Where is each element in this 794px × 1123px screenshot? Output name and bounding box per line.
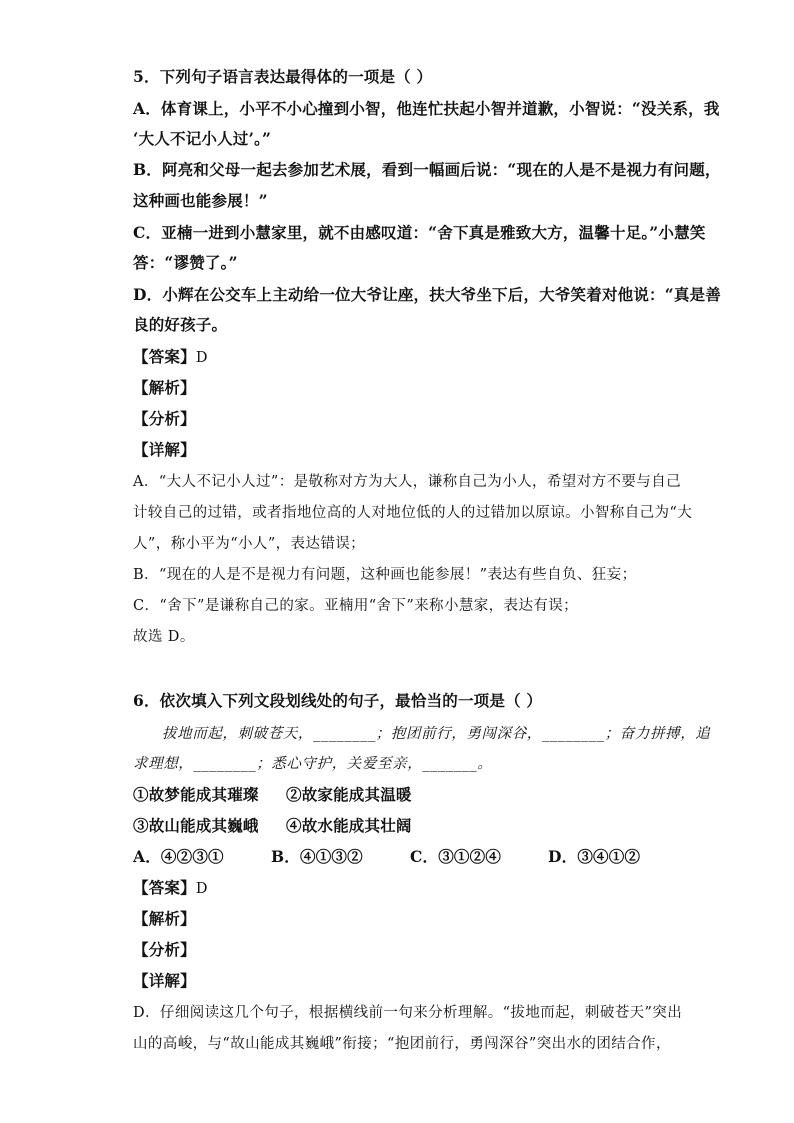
q6-passage-line2: 求理想，________；悉心守护，关爱至亲，_______。 xyxy=(133,756,493,772)
q6-options-row xyxy=(133,847,653,869)
q6-answer-value: D xyxy=(195,881,208,897)
q6-sentence-3: ③故山能成其巍峨 xyxy=(133,816,259,835)
q5-jiexi-heading: 【解析】 xyxy=(133,378,196,397)
q5-explanation-line4: B．“现在的人是不是视力有问题，这种画也能参展！”表达有些自负、狂妄； xyxy=(133,567,637,583)
q6-option-b: B．④①③② xyxy=(271,847,363,866)
q6-sentences-row2 xyxy=(133,816,653,838)
q5-explanation-line1: A．“大人不记小人过”：是敬称对方为大人，谦称自己为小人，希望对方不要与自己 xyxy=(133,474,681,490)
q5-explanation-line6: 故选 D。 xyxy=(133,629,195,645)
q5-explanation-line5: C．“舍下”是谦称自己的家。亚楠用“舍下”来称小慧家，表达有误； xyxy=(133,598,579,614)
q5-option-a-line1: A．体育课上，小平不小心撞到小智，他连忙扶起小智并道歉，小智说：“没关系，我 xyxy=(133,99,720,118)
q6-fenxi-heading: 【分析】 xyxy=(133,940,196,959)
q6-option-a: A．④②③① xyxy=(133,847,224,866)
q6-title: 6．依次填入下列文段划线处的句子，最恰当的一项是（ ） xyxy=(133,691,543,710)
q5-option-a-line2: ‘大人不记小人过’。” xyxy=(133,129,272,148)
q5-option-c-line2: 答：“谬赞了。” xyxy=(133,253,238,272)
q5-answer-label: 【答案】 xyxy=(133,347,196,366)
q6-explanation-line2: 山的高峻，与“故山能成其巍峨”衔接；“抱团前行，勇闯深谷”突出水的团结合作， xyxy=(133,1036,671,1052)
q6-sentences-row1 xyxy=(133,785,653,807)
q5-explanation-line3: 人”，称小平为“小人”，表达错误； xyxy=(133,536,366,552)
q6-sentence-4: ④故水能成其壮阔 xyxy=(286,816,412,835)
q5-option-c-line1: C．亚楠一进到小慧家里，就不由感叹道：“舍下真是雅致大方，温馨十足。”小慧笑 xyxy=(133,223,706,242)
q5-option-d-line2: 良的好孩子。 xyxy=(133,315,228,334)
q6-answer-label: 【答案】 xyxy=(133,878,196,897)
q6-sentence-1: ①故梦能成其璀璨 xyxy=(133,785,259,804)
q5-fenxi-heading: 【分析】 xyxy=(133,409,196,428)
q6-passage-line1: 拔地而起，刺破苍天，________；抱团前行，勇闯深谷，________；奋力拼搏，追 xyxy=(162,726,711,742)
q5-explanation-line2: 计较自己的过错，或者指地位高的人对地位低的人的过错加以原谅。小智称自己为“大 xyxy=(133,505,693,521)
q5-answer-value: D xyxy=(195,350,208,366)
q6-option-d: D．③④①② xyxy=(548,847,641,866)
q6-option-c: C．③①②④ xyxy=(410,847,502,866)
q6-sentence-2: ②故家能成其温暖 xyxy=(286,785,412,804)
q5-option-d-line1: D．小辉在公交车上主动给一位大爷让座，扶大爷坐下后，大爷笑着对他说：“真是善 xyxy=(133,285,721,304)
q5-answer xyxy=(133,347,208,368)
q5-title: 5．下列句子语言表达最得体的一项是（ ） xyxy=(133,67,433,86)
q5-option-b-line2: 这种画也能参展！” xyxy=(133,191,268,210)
q6-answer xyxy=(133,878,208,899)
q5-option-b-line1: B．阿亮和父母一起去参加艺术展，看到一幅画后说：“现在的人是不是视力有问题， xyxy=(133,160,721,179)
q6-xiangjie-heading: 【详解】 xyxy=(133,971,196,990)
q5-xiangjie-heading: 【详解】 xyxy=(133,440,196,459)
q6-jiexi-heading: 【解析】 xyxy=(133,909,196,928)
q6-explanation-line1: D．仔细阅读这几个句子，根据横线前一句来分析理解。“拔地而起，刺破苍天”突出 xyxy=(133,1005,683,1021)
